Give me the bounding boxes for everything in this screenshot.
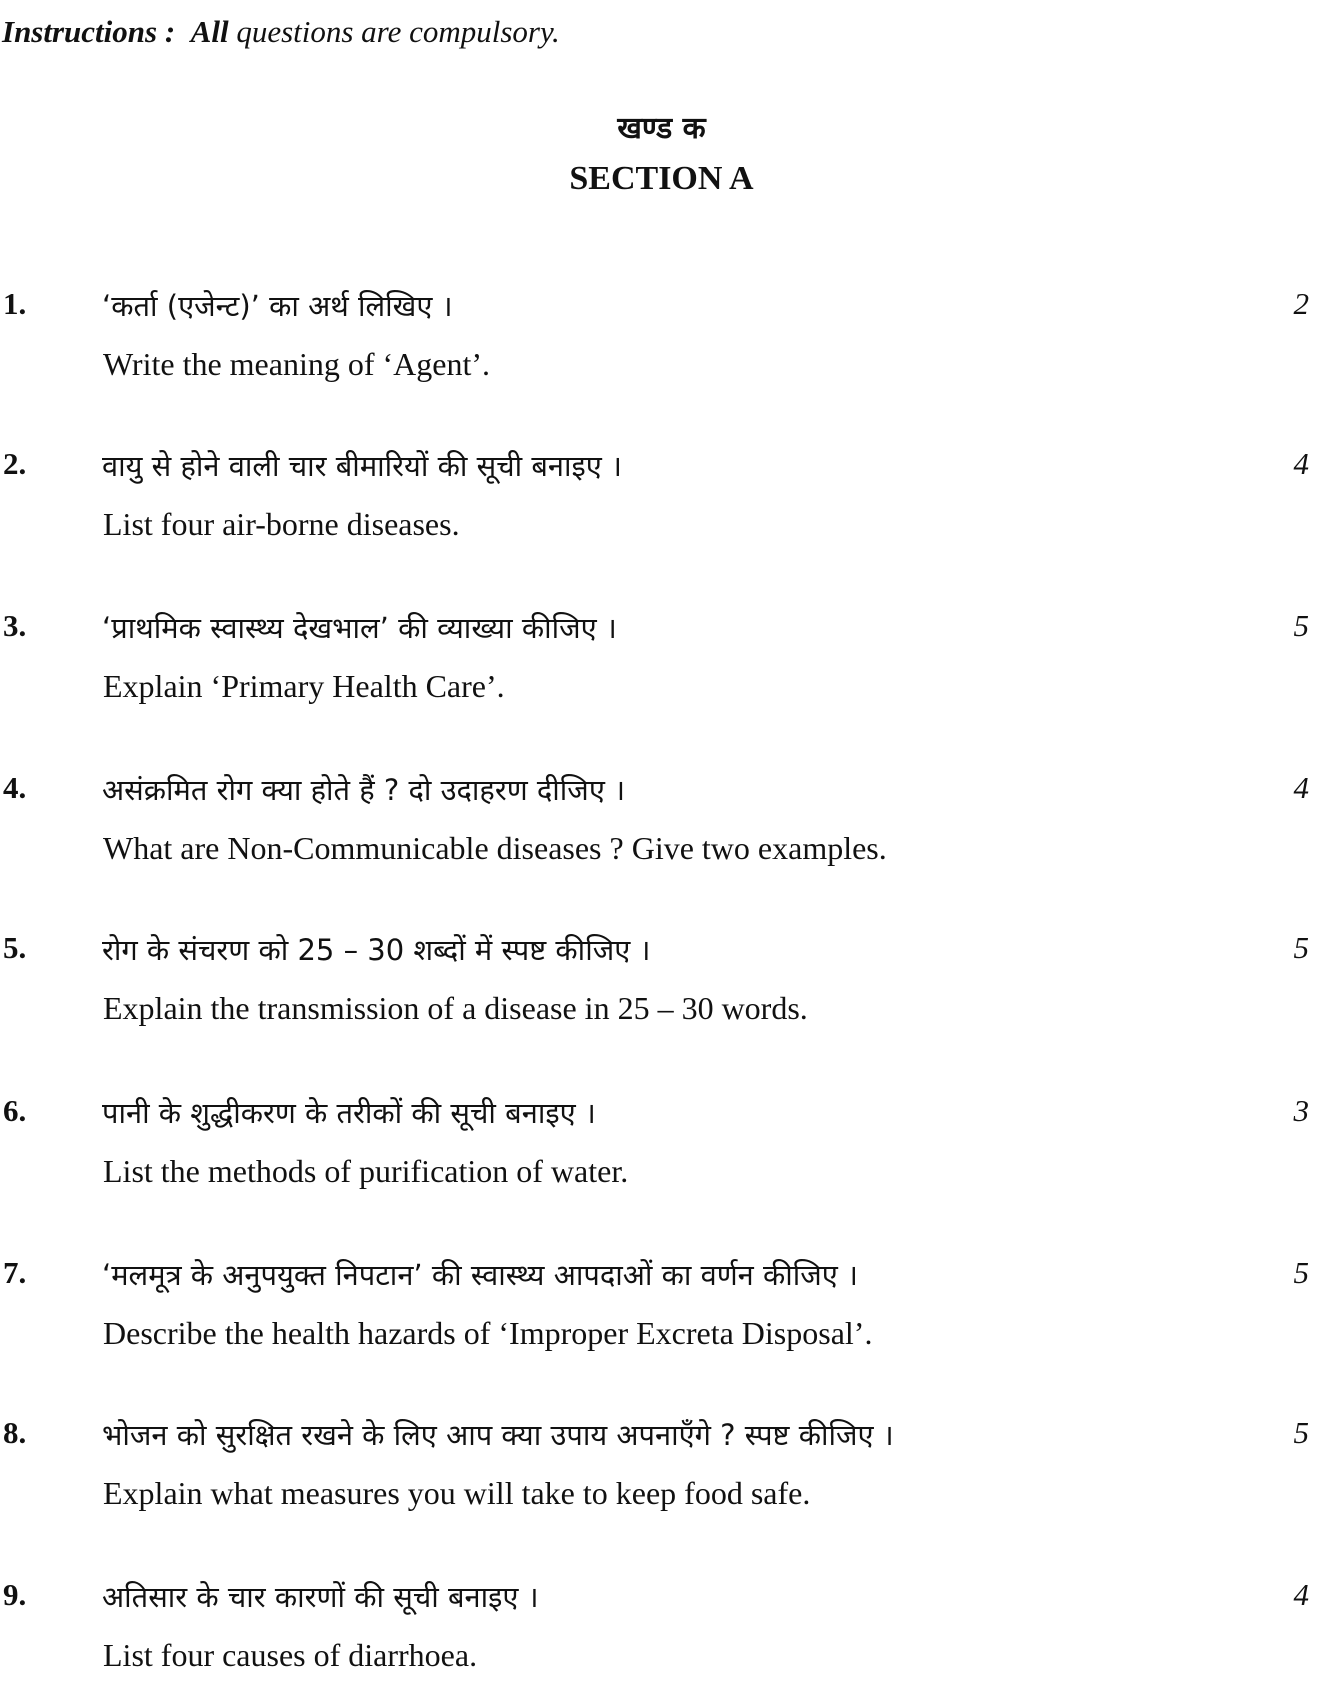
question-marks: 5: [1293, 1255, 1309, 1290]
question-item: [0, 286, 1323, 416]
question-number: 3.: [3, 608, 27, 643]
question-text-hindi: ‘कर्ता (एजेन्ट)’ का अर्थ लिखिए ।: [102, 289, 453, 323]
question-text-english: List the methods of purification of water.: [103, 1153, 629, 1189]
question-text-hindi: भोजन को सुरक्षित रखने के लिए आप क्या उपाय अपनाएँगे ? स्पष्ट कीजिए ।: [102, 1418, 894, 1452]
question-item: [0, 1415, 1323, 1545]
question-marks: 4: [1293, 770, 1309, 805]
question-text-english: Explain the transmission of a disease in 25 – 30 words.: [103, 990, 808, 1026]
section-heading-hindi: खण्ड क: [617, 111, 706, 146]
question-item: [0, 1255, 1323, 1385]
question-marks: 4: [1293, 446, 1309, 481]
question-marks: 3: [1293, 1093, 1309, 1128]
question-number: 1.: [3, 286, 27, 321]
instructions-emphasis: All: [190, 14, 229, 49]
question-text-hindi: असंक्रमित रोग क्या होते हैं ? दो उदाहरण दीजिए ।: [102, 773, 626, 807]
question-text-english: Write the meaning of ‘Agent’.: [103, 346, 491, 382]
instructions-text: questions are compulsory.: [228, 14, 560, 49]
question-text-hindi: ‘प्राथमिक स्वास्थ्य देखभाल’ की व्याख्या कीजिए ।: [102, 611, 617, 645]
question-marks: 5: [1293, 608, 1309, 643]
question-marks: 5: [1293, 1415, 1309, 1450]
question-text-english: Explain ‘Primary Health Care’.: [103, 668, 505, 704]
section-heading: SECTION A: [569, 160, 754, 197]
instructions-label: Instructions :: [2, 14, 176, 49]
question-item: [0, 608, 1323, 738]
question-number: 8.: [3, 1415, 27, 1450]
question-text-english: List four causes of diarrhoea.: [103, 1637, 478, 1673]
question-item: [0, 770, 1323, 900]
question-text-hindi: वायु से होने वाली चार बीमारियों की सूची बनाइए ।: [102, 449, 622, 483]
question-marks: 4: [1293, 1577, 1309, 1612]
question-text-hindi: ‘मलमूत्र के अनुपयुक्त निपटान’ की स्वास्थ्य आपदाओं का वर्णन कीजिए ।: [102, 1258, 859, 1292]
question-text-hindi: अतिसार के चार कारणों की सूची बनाइए ।: [102, 1580, 539, 1614]
question-item: [0, 930, 1323, 1060]
question-number: 7.: [3, 1255, 27, 1290]
question-item: [0, 446, 1323, 576]
question-text-english: List four air-borne diseases.: [103, 506, 460, 542]
question-text-english: What are Non-Communicable diseases ? Give two examples.: [103, 830, 887, 866]
question-item: [0, 1093, 1323, 1223]
question-number: 2.: [3, 446, 27, 481]
instructions: [2, 14, 560, 50]
question-marks: 2: [1293, 286, 1309, 321]
question-number: 6.: [3, 1093, 27, 1128]
question-number: 4.: [3, 770, 27, 805]
question-text-hindi: रोग के संचरण को 25 – 30 शब्दों में स्पष्ट कीजिए ।: [102, 933, 651, 967]
question-number: 9.: [3, 1577, 27, 1612]
question-item: [0, 1577, 1323, 1707]
question-number: 5.: [3, 930, 27, 965]
question-text-english: Explain what measures you will take to keep food safe.: [103, 1475, 811, 1511]
question-marks: 5: [1293, 930, 1309, 965]
question-text-hindi: पानी के शुद्धीकरण के तरीकों की सूची बनाइए ।: [102, 1096, 596, 1130]
question-text-english: Describe the health hazards of ‘Improper Excreta Disposal’.: [103, 1315, 873, 1351]
